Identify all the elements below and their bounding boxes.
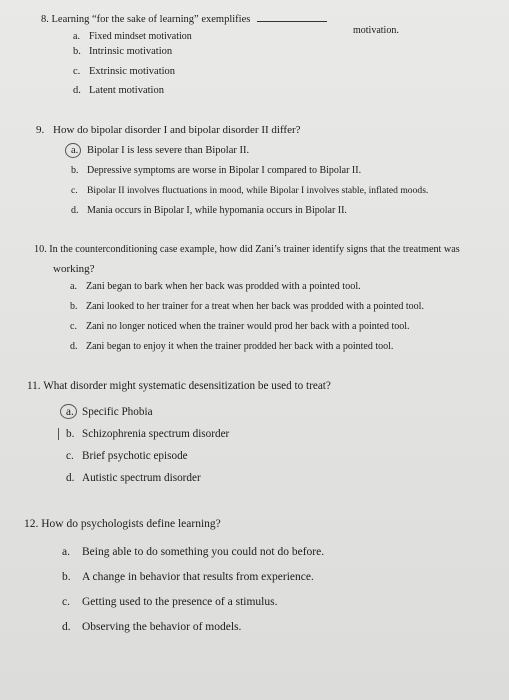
q11-option-a[interactable]	[66, 405, 153, 419]
q10-option-d[interactable]	[70, 340, 393, 354]
question-8-number: 8.	[41, 14, 49, 25]
option-text: Specific Phobia	[82, 406, 153, 418]
question-12-number: 12.	[24, 518, 39, 530]
option-text: Autistic spectrum disorder	[82, 472, 201, 484]
option-text: Fixed mindset motivation	[89, 31, 192, 42]
option-text: A change in behavior that results from experience.	[82, 571, 314, 583]
question-11	[27, 379, 331, 393]
q8-option-c[interactable]	[73, 65, 175, 79]
option-text: Zani looked to her trainer for a treat when her back was prodded with a pointed tool.	[86, 301, 424, 312]
q10-option-b[interactable]	[70, 300, 424, 314]
option-letter: b.	[70, 301, 78, 312]
option-letter: d.	[66, 472, 75, 484]
option-letter: b.	[62, 571, 71, 583]
q9-option-d[interactable]	[71, 204, 347, 218]
option-letter: c.	[62, 596, 70, 608]
option-letter: b.	[66, 428, 75, 440]
option-letter: c.	[73, 66, 81, 77]
option-text: Zani began to bark when her back was prodded with a pointed tool.	[86, 281, 361, 292]
option-text: Bipolar II involves fluctuations in mood, while Bipolar I involves stable, inflated moods.	[87, 185, 429, 196]
question-8	[41, 12, 331, 27]
option-letter: c.	[66, 450, 74, 462]
option-text: Intrinsic motivation	[89, 46, 173, 57]
fill-in-blank[interactable]	[257, 12, 327, 22]
q11-option-d[interactable]	[66, 471, 201, 485]
option-text: Zani began to enjoy it when the trainer prodded her back with a pointed tool.	[86, 341, 394, 352]
option-text: Observing the behavior of models.	[82, 621, 242, 633]
option-text: Latent motivation	[89, 85, 164, 96]
pencil-mark	[58, 428, 59, 440]
option-letter: a.	[66, 406, 74, 418]
question-10-number: 10.	[34, 244, 47, 255]
option-text: Being able to do something you could not do before.	[82, 546, 325, 558]
q12-option-b[interactable]	[62, 570, 314, 584]
option-text: Mania occurs in Bipolar I, while hypomania occurs in Bipolar II.	[87, 205, 347, 216]
option-letter: d.	[62, 621, 71, 633]
option-letter: c.	[70, 321, 77, 332]
question-12	[24, 517, 221, 531]
q10-option-a[interactable]	[70, 280, 361, 294]
question-8-suffix: motivation.	[353, 25, 399, 36]
q11-option-b[interactable]	[66, 427, 229, 441]
option-letter: d.	[71, 205, 79, 216]
option-text: Depressive symptoms are worse in Bipolar I compared to Bipolar II.	[87, 165, 362, 176]
question-10-text-line2: working?	[53, 263, 95, 275]
option-text: Brief psychotic episode	[82, 450, 188, 462]
q8-option-a[interactable]	[73, 30, 192, 44]
option-letter: d.	[73, 85, 81, 96]
option-text: Getting used to the presence of a stimulus.	[82, 596, 278, 608]
option-letter: b.	[71, 165, 79, 176]
question-9-text: How do bipolar disorder I and bipolar disorder II differ?	[53, 124, 301, 136]
q12-option-c[interactable]	[62, 595, 277, 609]
question-9	[36, 123, 301, 137]
q11-option-c[interactable]	[66, 449, 188, 463]
option-text: Bipolar I is less severe than Bipolar II.	[87, 145, 250, 156]
option-text: Schizophrenia spectrum disorder	[82, 428, 230, 440]
option-letter: c.	[71, 185, 78, 196]
q9-option-a[interactable]	[71, 144, 249, 158]
q8-option-b[interactable]	[73, 45, 172, 59]
question-12-text: How do psychologists define learning?	[41, 518, 221, 530]
q12-option-a[interactable]	[62, 545, 324, 559]
q9-option-b[interactable]	[71, 164, 361, 178]
option-letter: b.	[73, 46, 81, 57]
q9-option-c[interactable]	[71, 184, 428, 198]
option-letter: a.	[73, 31, 80, 42]
q10-option-c[interactable]	[70, 320, 410, 334]
question-11-number: 11.	[27, 380, 41, 392]
q8-option-d[interactable]	[73, 84, 164, 98]
q12-option-d[interactable]	[62, 620, 241, 634]
question-10	[34, 243, 460, 257]
option-letter: a.	[70, 281, 78, 292]
question-11-text: What disorder might systematic desensitization be used to treat?	[43, 380, 331, 392]
option-letter: a.	[71, 145, 79, 156]
option-text: Zani no longer noticed when the trainer would prod her back with a pointed tool.	[86, 321, 410, 332]
question-10-text-line1: In the counterconditioning case example, how did Zani’s trainer identify signs that the treatment was	[49, 244, 460, 255]
question-8-text: Learning “for the sake of learning” exemplifies	[51, 14, 251, 25]
option-text: Extrinsic motivation	[89, 66, 176, 77]
question-9-number: 9.	[36, 124, 45, 136]
option-letter: d.	[70, 341, 78, 352]
option-letter: a.	[62, 546, 70, 558]
